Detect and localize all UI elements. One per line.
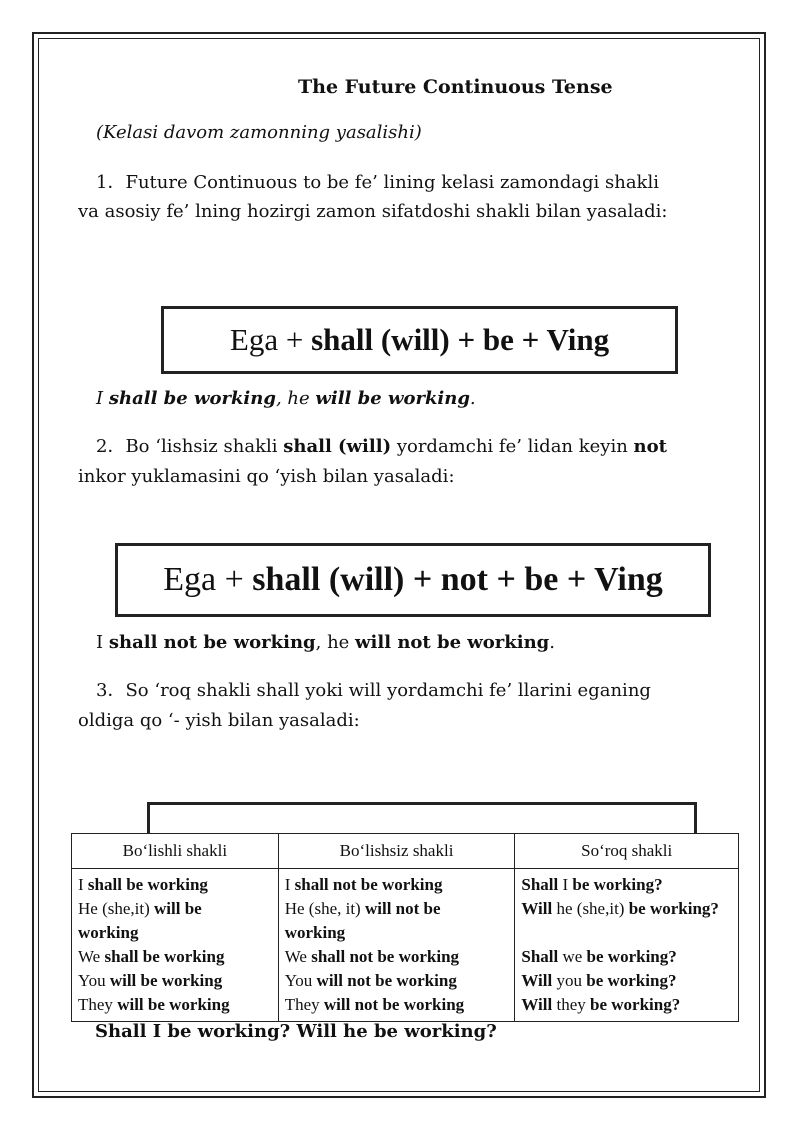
- page-subtitle: (Kelasi davom zamonning yasalishi): [96, 122, 422, 143]
- rule-2-line-1: 2．Bo ‘lishsiz shakli shall (will) yordamchi fe’ lidan keyin not: [96, 436, 667, 457]
- tense-forms-table: [71, 833, 739, 1022]
- table-header-row: [72, 834, 739, 869]
- example-affirmative: I shall be working, he will be working.: [96, 388, 476, 409]
- rule-3-line-2: oldiga qo ‘- yish bilan yasaladi:: [78, 710, 360, 731]
- formula-affirmative-box: [161, 306, 678, 374]
- rule-1-line-1: 1．Future Continuous to be fe’ lining kelasi zamondagi shakli: [96, 172, 659, 193]
- formula-affirmative-lead: Ega +: [229, 322, 312, 357]
- affirmative-cell: I shall be working He (she,it) will be working We shall be working You will be working They will be working: [72, 869, 279, 1022]
- formula-negative-bold: shall (will) + not + be + Ving: [252, 561, 663, 598]
- header-negative: Bo‘lishsiz shakli: [278, 834, 515, 869]
- question-cell: Shall I be working? Will he (she,it) be working? Shall we be working? Will you be working? Will they be working?: [515, 869, 739, 1022]
- rule-3-line-1: 3．So ‘roq shakli shall yoki will yordamchi fe’ llarini eganing: [96, 680, 651, 701]
- rule-1-line-2: va asosiy fe’ lning hozirgi zamon sifatdoshi shakli bilan yasaladi:: [78, 201, 668, 222]
- table-row: [72, 869, 739, 1022]
- page-title: The Future Continuous Tense: [298, 76, 613, 98]
- header-affirmative: Bo‘lishli shakli: [72, 834, 279, 869]
- formula-negative-lead: Ega +: [163, 561, 253, 598]
- formula-affirmative-bold: shall (will) + be + Ving: [311, 322, 610, 357]
- negative-cell: I shall not be working He (she, it) will not be working We shall not be working You will not be working They will not be working: [278, 869, 515, 1022]
- rule-2-line-2: inkor yuklamasini qo ‘yish bilan yasaladi:: [78, 466, 455, 487]
- example-negative: I shall not be working, he will not be working.: [96, 632, 556, 653]
- formula-negative-box: [115, 543, 711, 617]
- question-examples: Shall I be working? Will he be working?: [95, 1021, 497, 1042]
- header-question: So‘roq shakli: [515, 834, 739, 869]
